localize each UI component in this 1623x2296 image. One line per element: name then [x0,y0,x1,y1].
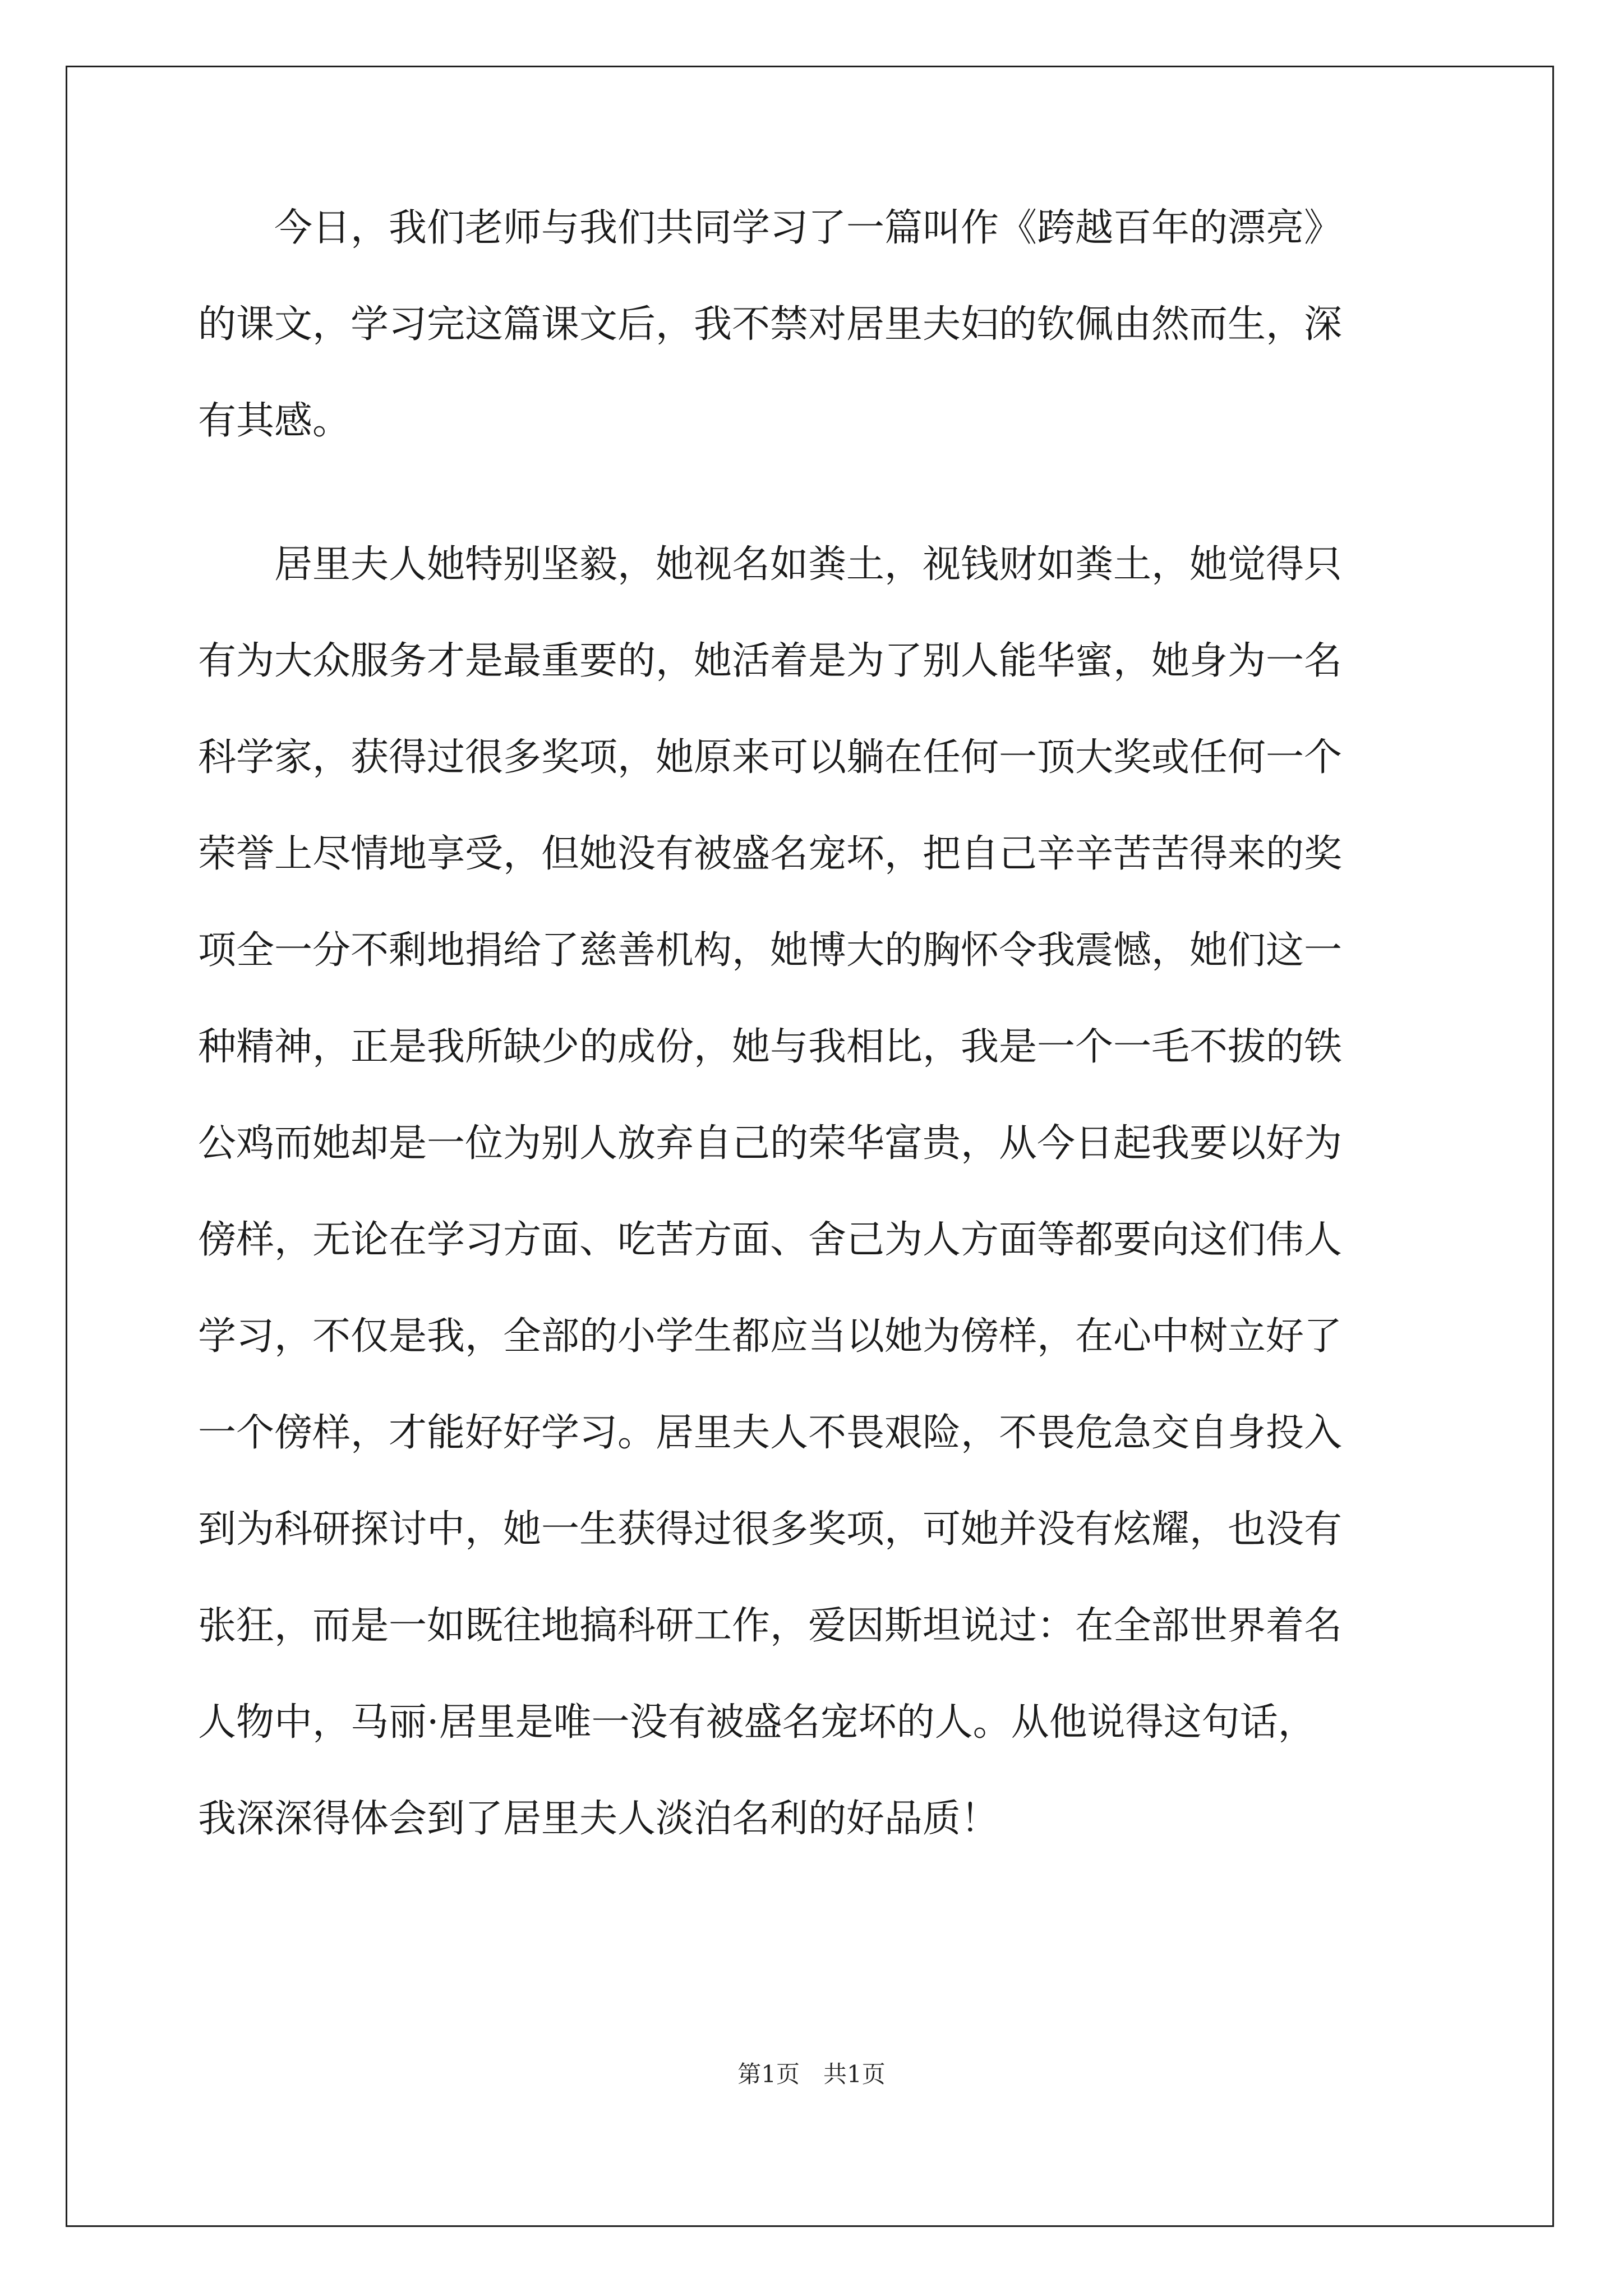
text-line: 的课文，学习完这篇课文后，我不禁对居里夫妇的钦佩由然而生，深 [198,302,1343,347]
text-line: 有为大众服务才是最重要的，她活着是为了别人能华蜜，她身为一名 [198,639,1343,683]
text-line: 种精神，正是我所缺少的成份，她与我相比，我是一个一毛不拔的铁 [198,1025,1343,1069]
text-line: 公鸡而她却是一位为别人放弃自己的荣华富贵，从今日起我要以好为 [198,1121,1343,1166]
text-line: 学习，不仅是我，全部的小学生都应当以她为傍样，在心中树立好了 [198,1314,1343,1359]
text-line: 有其感。 [198,399,351,443]
text-line: 今日，我们老师与我们共同学习了一篇叫作《跨越百年的漂亮》 [198,206,1343,250]
text-line: 荣誉上尽情地享受，但她没有被盛名宠坏，把自己辛辛苦苦得来的奖 [198,832,1343,876]
text-line: 张狂，而是一如既往地搞科研工作，爱因斯坦说过：在全部世界着名 [198,1604,1343,1648]
page-number-footer: 第1页 共1页 [737,2060,886,2088]
text-line: 到为科研探讨中，她一生获得过很多奖项，可她并没有炫耀，也没有 [198,1507,1343,1552]
text-line: 人物中，马丽·居里是唯一没有被盛名宠坏的人。从他说得这句话， [198,1700,1316,1745]
text-line: 我深深得体会到了居里夫人淡泊名利的好品质！ [198,1797,999,1841]
text-line: 一个傍样，才能好好学习。居里夫人不畏艰险，不畏危急交自身投入 [198,1411,1343,1455]
text-line: 项全一分不剩地捐给了慈善机构，她博大的胸怀令我震憾，她们这一 [198,928,1343,973]
text-line: 科学家，获得过很多奖项，她原来可以躺在任何一顶大奖或任何一个 [198,735,1343,780]
text-line: 居里夫人她特别坚毅，她视名如粪土，视钱财如粪土，她觉得只 [198,542,1343,587]
text-line: 傍样，无论在学习方面、吃苦方面、舍己为人方面等都要向这们伟人 [198,1218,1343,1262]
